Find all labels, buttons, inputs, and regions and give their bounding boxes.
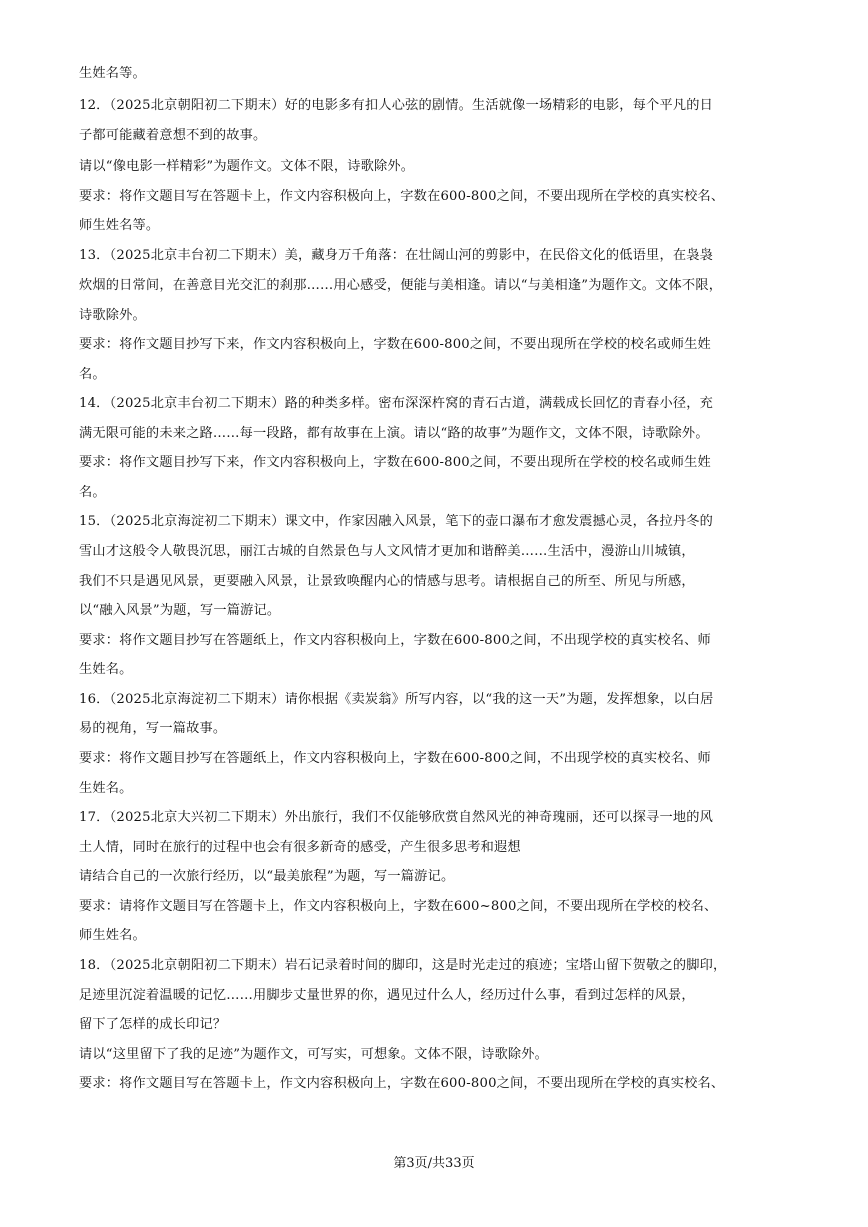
text-line: 生姓名。 xyxy=(79,662,133,677)
text-line: 请以“这里留下了我的足迹”为题作文，可写实，可想象。文体不限，诗歌除外。 xyxy=(79,1047,549,1062)
requirement-line: 要求：将作文题目抄写下来，作文内容积极向上，字数在600-800之间，不要出现所在学校的校名或师生姓 xyxy=(79,455,711,470)
text-line: 以“融入风景”为题，写一篇游记。 xyxy=(79,603,281,618)
text-line: 名。 xyxy=(79,485,106,500)
text-line: 请以“像电影一样精彩”为题作文。文体不限，诗歌除外。 xyxy=(79,159,415,174)
text-line: 师生姓名等。 xyxy=(79,218,160,233)
text-line: 留下了怎样的成长印记？ xyxy=(79,1017,227,1032)
question-14-line: 14．（2025北京丰台初二下期末）路的种类多样。密布深深杵窝的青石古道，满载成长回忆的青春小径，充 xyxy=(79,396,713,411)
text-line: 生姓名。 xyxy=(79,781,133,796)
text-line: 诗歌除外。 xyxy=(79,308,146,323)
question-12-line: 12．（2025北京朝阳初二下期末）好的电影多有扣人心弦的剧情。生活就像一场精彩的电影，每个平凡的日 xyxy=(79,98,713,113)
text-line: 我们不只是遇见风景，更要融入风景，让景致唤醒内心的情感与思考。请根据自己的所至、所见与所感， xyxy=(79,574,695,589)
text-line: 生姓名等。 xyxy=(79,66,146,81)
text-line: 易的视角，写一篇故事。 xyxy=(79,721,227,736)
text-line: 师生姓名。 xyxy=(79,928,146,943)
requirement-line: 要求：请将作文题目写在答题卡上，作文内容积极向上，字数在600~800之间，不要出现所在学校的校名、 xyxy=(79,899,718,914)
text-line: 名。 xyxy=(79,367,106,382)
requirement-line: 要求：将作文题目抄写在答题纸上，作文内容积极向上，字数在600-800之间，不出现学校的真实校名、师 xyxy=(79,751,711,766)
requirement-line: 要求：将作文题目写在答题卡上，作文内容积极向上，字数在600-800之间，不要出现所在学校的真实校名、 xyxy=(79,1076,725,1091)
text-line: 请结合自己的一次旅行经历，以“最美旅程”为题，写一篇游记。 xyxy=(79,869,455,884)
text-line: 子都可能藏着意想不到的故事。 xyxy=(79,128,267,143)
text-line: 足迹里沉淀着温暖的记忆……用脚步丈量世界的你，遇见过什么人，经历过什么事，看到过怎样的风景， xyxy=(79,988,695,1003)
requirement-line: 要求：将作文题目写在答题卡上，作文内容积极向上，字数在600-800之间，不要出现所在学校的真实校名、 xyxy=(79,189,725,204)
question-15-line: 15．（2025北京海淀初二下期末）课文中，作家因融入风景，笔下的壶口瀑布才愈发震撼心灵，各拉丹冬的 xyxy=(79,514,713,529)
text-line: 满无限可能的未来之路……每一段路，都有故事在上演。请以“路的故事”为题作文，文体不限，诗歌除外。 xyxy=(79,426,709,441)
text-line: 土人情，同时在旅行的过程中也会有很多新奇的感受，产生很多思考和遐想 xyxy=(79,840,521,855)
requirement-line: 要求：将作文题目抄写在答题纸上，作文内容积极向上，字数在600-800之间，不出现学校的真实校名、师 xyxy=(79,633,711,648)
page-number-footer: 第3页/共33页 xyxy=(393,1156,475,1171)
requirement-line: 要求：将作文题目抄写下来，作文内容积极向上，字数在600-800之间，不要出现所在学校的校名或师生姓 xyxy=(79,337,711,352)
text-line: 雪山才这般令人敬畏沉思，丽江古城的自然景色与人文风情才更加和谐醉美……生活中，漫游山川城镇， xyxy=(79,544,695,559)
question-13-line: 13．（2025北京丰台初二下期末）美，藏身万千角落：在壮阔山河的剪影中，在民俗文化的低语里，在袅袅 xyxy=(79,248,713,263)
question-17-line: 17．（2025北京大兴初二下期末）外出旅行，我们不仅能够欣赏自然风光的神奇瑰丽，还可以探寻一地的风 xyxy=(79,810,713,825)
question-16-line: 16．（2025北京海淀初二下期末）请你根据《卖炭翁》所写内容，以“我的这一天”为题，发挥想象，以白居 xyxy=(79,692,714,707)
text-line: 炊烟的日常间，在善意目光交汇的刹那……用心感受，便能与美相逢。请以“与美相逢”为题作文。文体不限， xyxy=(79,278,723,293)
question-18-line: 18．（2025北京朝阳初二下期末）岩石记录着时间的脚印，这是时光走过的痕迹；宝塔山留下贺敬之的脚印， xyxy=(79,958,727,973)
